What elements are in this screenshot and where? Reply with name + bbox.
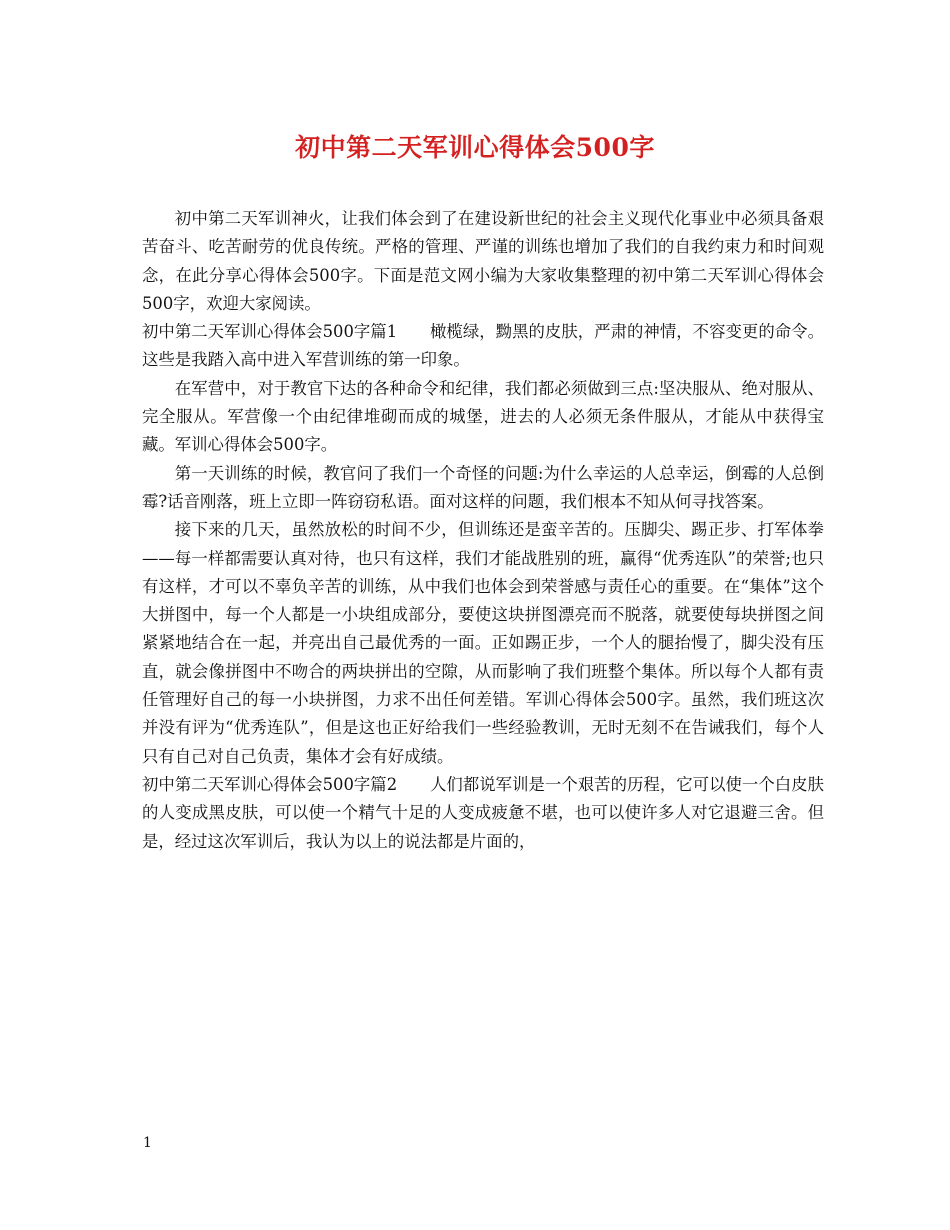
paragraph: 初中第二天军训神火，让我们体会到了在建设新世纪的社会主义现代化事业中必须具备艰苦奋斗、吃苦耐劳的优良传统。严格的管理、严谨的训练也增加了我们的自我约束力和时间观念，在此分享心得体会500字。下面是范文网小编为大家收集整理的初中第二天军训心得体会500字，欢迎大家阅读。 (142, 209, 824, 313)
document-body (142, 205, 824, 856)
paragraph: 接下来的几天，虽然放松的时间不少，但训练还是蛮辛苦的。压脚尖、踢正步、打军体拳——每一样都需要认真对待，也只有这样，我们才能战胜别的班，赢得“优秀连队”的荣誉;也只有这样，才可以不辜负辛苦的训练，从中我们也体会到荣誉感与责任心的重要。在“集体”这个大拼图中，每一个人都是一小块组成部分，要使这块拼图漂亮而不脱落，就要使每块拼图之间紧紧地结合在一起，并亮出自己最优秀的一面。正如踢正步，一个人的腿抬慢了，脚尖没有压直，就会像拼图中不吻合的两块拼出的空隙，从而影响了我们班整个集体。所以每个人都有责任管理好自己的每一小块拼图，力求不出任何差错。军训心得体会500字。虽然，我们班这次并没有评为“优秀连队”，但是这也正好给我们一些经验教训，无时无刻不在告诫我们，每个人只有自己对自己负责，集体才会有好成绩。 (142, 520, 824, 766)
page-number: 1 (143, 1135, 152, 1151)
paragraph: 第一天训练的时候，教官问了我们一个奇怪的问题:为什么幸运的人总幸运，倒霉的人总倒霉?话音刚落，班上立即一阵窃窃私语。面对这样的问题，我们根本不知从何寻找答案。 (142, 463, 824, 511)
paragraph: 初中第二天军训心得体会500字篇2 人们都说军训是一个艰苦的历程，它可以使一个白皮肤的人变成黑皮肤，可以使一个精气十足的人变成疲惫不堪，也可以使许多人对它退避三舍。但是，经过这次军训后，我认为以上的说法都是片面的， (142, 774, 824, 851)
paragraph: 初中第二天军训心得体会500字篇1 橄榄绿，黝黑的皮肤，严肃的神情，不容变更的命令。这些是我踏入高中进入军营训练的第一印象。 (142, 322, 824, 370)
document-title: 初中第二天军训心得体会500字 (295, 133, 655, 162)
paragraph: 在军营中，对于教官下达的各种命令和纪律，我们都必须做到三点:坚决服从、绝对服从、完全服从。军营像一个由纪律堆砌而成的城堡，进去的人必须无条件服从，才能从中获得宝藏。军训心得体会500字。 (142, 378, 824, 455)
